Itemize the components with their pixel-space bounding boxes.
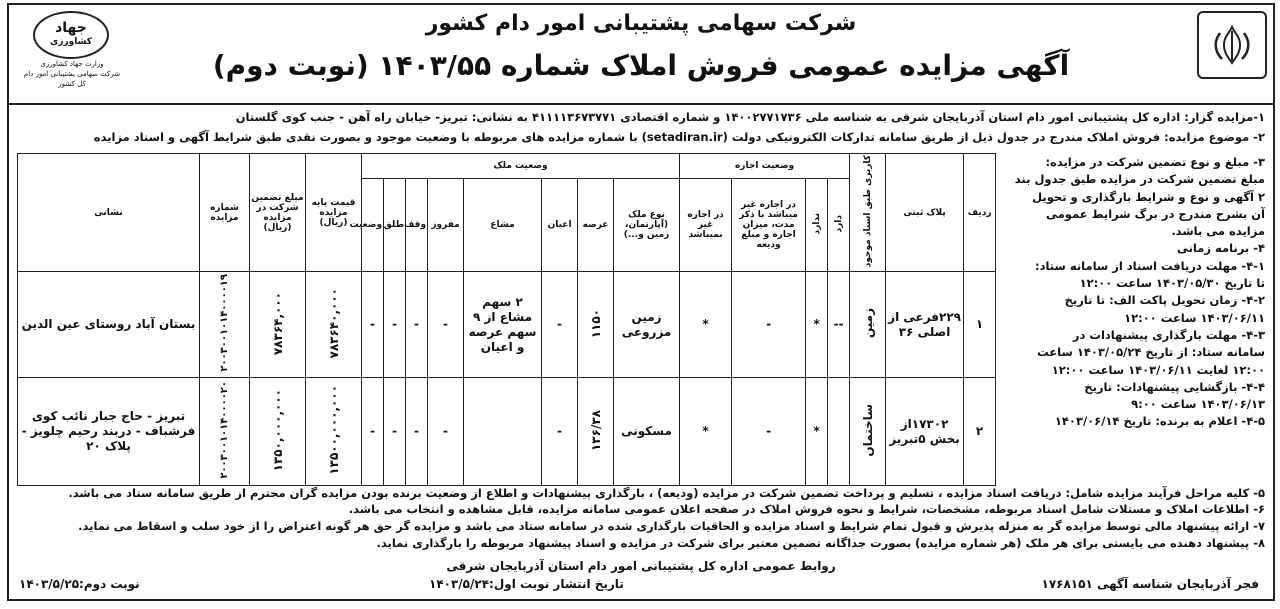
header-vagf: وقف <box>406 178 428 271</box>
first-publish-date: تاریخ انتشار نوبت اول:۱۴۰۳/۵/۲۴ <box>429 577 624 591</box>
header-talgh: طلق <box>384 178 406 271</box>
header-melk: وضعیت ملک <box>362 154 680 179</box>
jahad-logo <box>17 11 127 97</box>
header-ejare: وضعیت اجاره <box>680 154 850 179</box>
side-column: ۳- مبلغ و نوع تضمین شرکت در مزایده: مبلغ تضمین شرکت در مزایده طبق جدول بند ۲ آگهی و نوع و شرایط بارگذاری و تحویل آن بشرح مندرج در برگ شرایط عمومی مزایده می باشد. ۴- برنامه زمانی ۴-۱- مهلت دریافت اسناد از سامانه ستاد: تا تاریخ ۱۴۰۳/۰۵/۳۰ ساعت ۱۲:۰۰ ۴-۲- زمان تحویل پاکت الف: تا تاریخ ۱۴۰۳/۰۶/۱۱ ساعت ۱۲:۰۰ ۴-۳- مهلت بارگذاری پیشنهادات در سامانه ستاد: از تاریخ ۱۴۰۳/۰۵/۲۴ ساعت ۱۲:۰۰ لغایت ۱۴۰۳/۰۶/۱۱ ساعت ۱۲:۰۰ ۴-۴- بازگشایی پیشنهادات: تاریخ ۱۴۰۳/۰۶/۱۳ ساعت ۹:۰۰ ۴-۵- اعلام به برنده: تاریخ ۱۴۰۳/۰۶/۱۴ <box>1014 155 1265 429</box>
header-shomare: شماره مزایده <box>200 154 250 272</box>
header-noe: نوع ملک (آپارتمان، زمین و...) <box>614 178 680 271</box>
header-plak: پلاک ثبتی <box>886 154 964 272</box>
header-tazmin: مبلغ تضمین شرکت در مزایده (ریال) <box>250 154 306 272</box>
title-line-1: شرکت سهامی پشتیبانی امور دام کشور <box>425 11 857 36</box>
item-8: ۸- پیشنهاد دهنده می بایستی برای هر ملک (هر شماره مزایده) بصورت جداگانه تضمین معتبر برای شرکت در مزایده و اسناد پیشنهاد مربوطه را بارگذاری نماید. <box>376 536 1265 550</box>
header-row-number: ردیف <box>964 154 996 272</box>
jahad-logo-icon: جهاد کشاورزی <box>33 11 109 59</box>
header-arse: عرصه <box>578 178 614 271</box>
ad-id: فجر آذربایجان شناسه آگهی ۱۷۶۸۱۵۱ <box>1041 577 1259 591</box>
header-ejare-na: ندارد <box>806 178 828 271</box>
header-ejare-dar: دارد <box>828 178 850 271</box>
header-mafruz: مفروز <box>428 178 464 271</box>
table-row: ۱ ۲۲۹فرعی از اصلی ۳۶ زمین -- * - * زمین مزروعی ۱۱۵۰ - ۲ سهم مشاع از ۹ سهم عرصه و اعیان - - - - ۷۸۳۶۴۰,۰۰۰ ۷۸۳۶۴,۰۰۰ ۲۰۰۳۰۰۱۰۱۴۰۰۰۰۱۹ بستان آباد روستای عین الدین <box>18 272 996 378</box>
logo-caption: وزارت جهاد کشاورزی شرکت سهامی پشتیبانی امور دام کل کشور <box>23 60 121 88</box>
header-neshani: نشانی <box>18 154 200 272</box>
item-5: ۵- کلیه مراحل فرآیند مزایده شامل: دریافت اسناد مزایده ، تسلیم و پرداخت تضمین شرکت در مزایده (ودیعه) ، بارگذاری پیشنهادات و اطلاع از وضعیت برنده بودن مزایده گران محترم از طریق سامانه ستاد می باشد. <box>68 486 1265 500</box>
header-ejare-details: در اجاره غیر میباشد با ذکر مدت، میزان اجاره و مبلغ ودیعه <box>732 178 806 271</box>
properties-table <box>17 153 996 486</box>
item-2: ۲- موضوع مزایده: فروش املاک مندرج در جدول ذیل از طریق سامانه تدارکات الکترونیکی دولت (setadiran.ir) با شماره مزایده های مربوطه با وضعیت موجود و بصورت نقدی طبق شرایط آگهی و اسناد مزایده <box>93 130 1265 144</box>
header-ejare-gheir: در اجاره غیر نمیباشد <box>680 178 732 271</box>
table-row: ۲ ۱۷۳۰۲از بخش ۵تبریز ساختمان * - * مسکونی ۱۳۶/۳۸ - - - - - ۱۳۵۰۰,۰۰۰,۰۰۰ ۱۳۵۰,۰۰۰,۰۰۰ ۲۰۰۳۰۰۱۰۱۴۰۰۰۰۲۰ تبریز - حاج جبار نائب کوی فرشباف - دربند رحیم چلویز - پلاک ۲۰ <box>18 378 996 486</box>
header-sanad: وضعیت <box>362 178 384 271</box>
header-gheimat: قیمت پایه مزایده (ریال) <box>306 154 362 272</box>
advertisement-page <box>7 3 1275 601</box>
title-line-2: آگهی مزایده عمومی فروش املاک شماره ۱۴۰۳/۵۵ (نوبت دوم) <box>212 49 1070 82</box>
header <box>9 5 1273 105</box>
public-relations: روابط عمومی اداره کل پشتیبانی امور دام استان آذربایجان شرقی <box>446 559 836 573</box>
item-7: ۷- ارائه پیشنهاد مالی توسط مزایده گر به منزله پذیرش و قبول تمام شرایط و اسناد مزایده و الحاقیات بارگذاری شده در سامانه ستاد می باشد و مزایده گر حق هر گونه اعتراض را از خود سلب و اسقاط می نماید. <box>78 519 1265 533</box>
header-ayan: اعیان <box>542 178 578 271</box>
item-1: ۱-مزایده گزار: اداره کل پشتیبانی امور دام استان آذربایجان شرقی به شناسه ملی ۱۴۰۰۲۷۷۱۷۳۶ و شماره اقتصادی ۴۱۱۱۱۳۶۷۳۷۷۱ به نشانی: تبریز- خیابان راه آهن - جنب کوی گلستان <box>235 110 1265 124</box>
item-6: ۶- اطلاعات املاک و مستلات شامل اسناد مربوطه، مشخصات، شرایط و نحوه فروش املاک در صفحه اعلان عمومی سامانه مزایده، قابل مشاهده و انتخاب می باشد. <box>348 502 1265 516</box>
header-mosha: مشاع <box>464 178 542 271</box>
header-karbari: کاربری طبق اسناد موجود <box>850 154 886 272</box>
second-publish-date: نوبت دوم:۱۴۰۳/۵/۲۵ <box>19 577 140 591</box>
